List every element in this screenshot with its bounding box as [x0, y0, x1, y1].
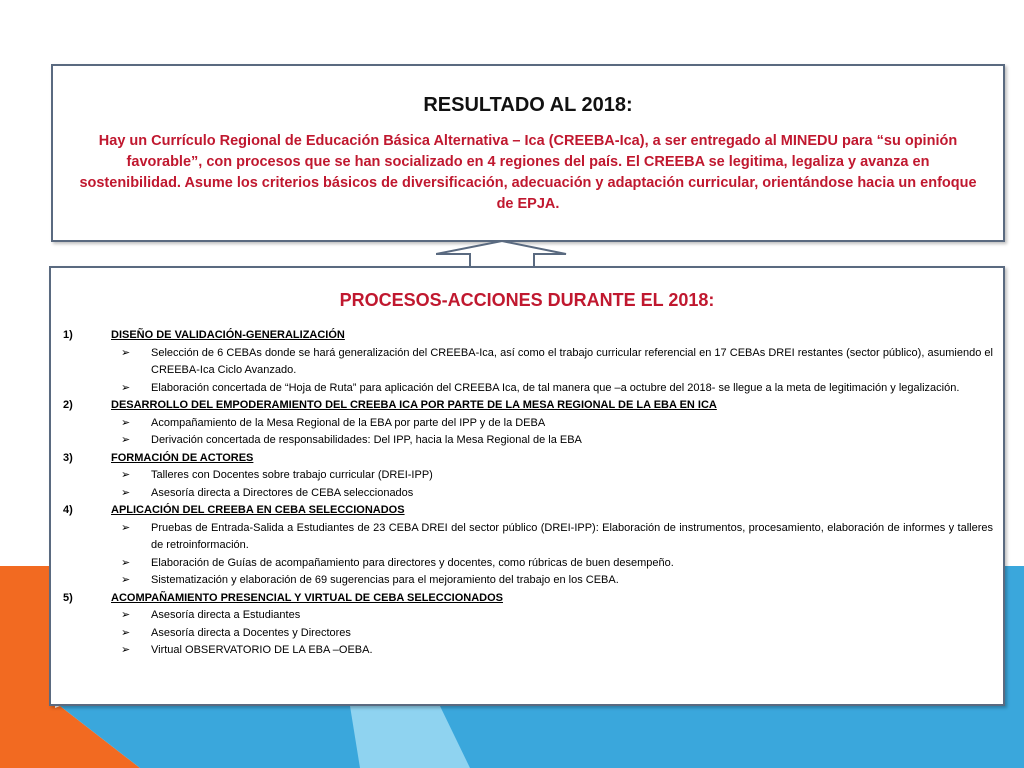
- section-title: ACOMPAÑAMIENTO PRESENCIAL Y VIRTUAL DE CEBA SELECCIONADOS: [111, 591, 503, 604]
- list-item: ➢ Talleres con Docentes sobre trabajo curricular (DREI-IPP): [61, 467, 993, 485]
- process-box: [49, 266, 1005, 706]
- process-title: PROCESOS-ACCIONES DURANTE EL 2018:: [339, 290, 715, 310]
- result-box: [51, 64, 1005, 242]
- arrow-bullet-icon: ➢: [121, 469, 131, 481]
- blue-band-shape: [60, 706, 1024, 768]
- blue-right-shape: [1005, 566, 1024, 706]
- list-item: ➢ Elaboración concertada de “Hoja de Ruta” para aplicación del CREEBA Ica, de tal manera que –a octubre del 2018- se llegue a la meta de legitimación y legalización.: [61, 380, 993, 398]
- arrow-bullet-icon: ➢: [121, 556, 131, 569]
- section-number: 2): [63, 399, 73, 411]
- arrow-bullet-icon: ➢: [121, 626, 131, 639]
- arrow-bullet-icon: ➢: [121, 521, 131, 534]
- arrow-bullet-icon: ➢: [121, 486, 131, 499]
- section-number: 1): [63, 329, 73, 341]
- section-design: [61, 327, 993, 397]
- section-title: DISEÑO DE VALIDACIÓN-GENERALIZACIÓN: [111, 329, 345, 341]
- list-item: ➢ Selección de 6 CEBAs donde se hará generalización del CREEBA-Ica, así como el trabajo curricular referencial en 17 CEBAs DREI restantes (sector público), asumiendo el CREEBA-Ica Ciclo Avanzado.: [61, 345, 993, 380]
- arrow-bullet-icon: ➢: [121, 644, 131, 656]
- list-item: ➢ Pruebas de Entrada-Salida a Estudiantes de 23 CEBA DREI del sector público (DREI-IPP): Elaboración de instrumentos, procesamiento, elaboración de informes y talleres de retroinformación.: [61, 520, 993, 555]
- section-application: [61, 502, 993, 590]
- result-title: RESULTADO AL 2018:: [423, 94, 633, 116]
- list-item: ➢ Derivación concertada de responsabilidades: Del IPP, hacia la Mesa Regional de la EBA: [61, 432, 993, 450]
- section-number: 5): [63, 591, 73, 604]
- section-title: DESARROLLO DEL EMPODERAMIENTO DEL CREEBA ICA POR PARTE DE LA MESA REGIONAL DE LA EBA EN ICA: [111, 399, 717, 411]
- arrow-bullet-icon: ➢: [121, 609, 131, 621]
- list-item: ➢ Asesoría directa a Docentes y Directores: [61, 625, 993, 643]
- list-item: ➢ Virtual OBSERVATORIO DE LA EBA –OEBA.: [61, 642, 993, 660]
- arrow-bullet-icon: ➢: [121, 574, 131, 586]
- section-training: [61, 450, 993, 503]
- section-accompaniment: [61, 590, 993, 660]
- list-item: ➢ Elaboración de Guías de acompañamiento para directores y docentes, como rúbricas de buen desempeño.: [61, 555, 993, 573]
- section-number: 3): [63, 451, 73, 464]
- arrow-bullet-icon: ➢: [121, 434, 131, 446]
- result-body: Hay un Currículo Regional de Educación Básica Alternativa – Ica (CREEBA-Ica), a ser entregado al MINEDU para “su opinión favorable”, con procesos que se han socializado en 4 regiones del país. El CREEBA se legitima, legaliza y avanza en sostenibilidad. Asume los criterios básicos de diversificación, adecuación y adaptación curricular, orientándose hacia un enfoque de EPJA.: [79, 133, 977, 212]
- section-number: 4): [63, 504, 73, 516]
- list-item: ➢ Asesoría directa a Estudiantes: [61, 607, 993, 625]
- list-item: ➢ Asesoría directa a Directores de CEBA seleccionados: [61, 485, 993, 503]
- section-title: APLICACIÓN DEL CREEBA EN CEBA SELECCIONADOS: [111, 504, 405, 516]
- list-item: ➢ Sistematización y elaboración de 69 sugerencias para el mejoramiento del trabajo en los CEBA.: [61, 572, 993, 590]
- arrow-bullet-icon: ➢: [121, 381, 131, 394]
- arrow-bullet-icon: ➢: [121, 346, 131, 359]
- arrow-bullet-icon: ➢: [121, 416, 131, 429]
- list-item: ➢ Acompañamiento de la Mesa Regional de la EBA por parte del IPP y de la DEBA: [61, 415, 993, 433]
- section-empowerment: [61, 397, 993, 450]
- section-title: FORMACIÓN DE ACTORES: [111, 451, 254, 464]
